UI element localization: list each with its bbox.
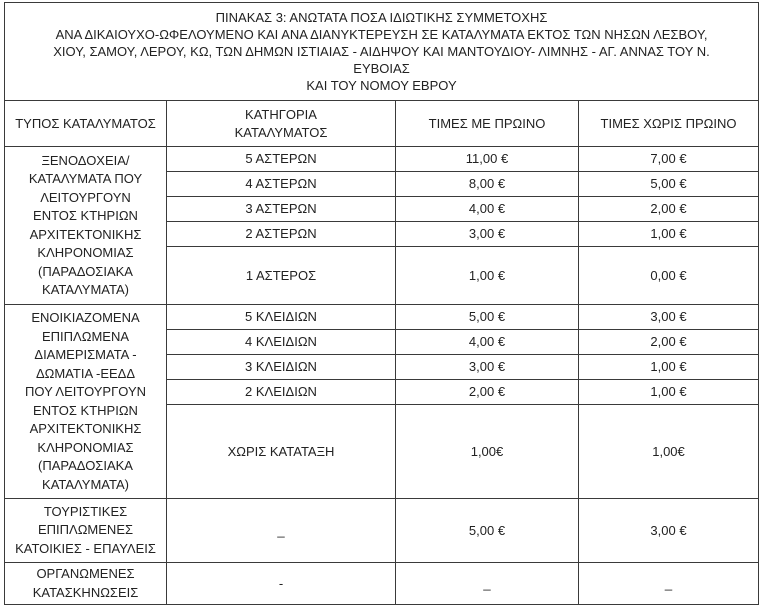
type-line: ΟΡΓΑΝΩΜΕΝΕΣ [36,566,135,581]
price-with-cell: 4,00 € [396,197,579,222]
price-with-cell: _ [396,563,579,605]
header-row [5,101,759,147]
type-line: ΛΕΙΤΟΥΡΓΟΥΝ [40,189,131,205]
price-with-cell: 1,00 € [396,247,579,305]
type-line: ΕΝΟΙΚΙΑΖΟΜΕΝΑ [31,310,140,325]
price-without-cell: 3,00 € [579,499,759,563]
title-line-1: ΠΙΝΑΚΑΣ 3: ΑΝΩΤΑΤΑ ΠΟΣΑ ΙΔΙΩΤΙΚΗΣ ΣΥΜΜΕΤΟΧΗΣ [215,10,548,25]
table-row [5,147,759,172]
price-without-cell: 1,00 € [579,222,759,247]
category-cell: 4 ΑΣΤΕΡΩΝ [167,172,396,197]
price-without-cell: 1,00 € [579,355,759,380]
title-line-3: ΧΙΟΥ, ΣΑΜΟΥ, ΛΕΡΟΥ, ΚΩ, ΤΩΝ ΔΗΜΩΝ ΙΣΤΙΑΙΑΣ - ΑΙΔΗΨΟΥ ΚΑΙ ΜΑΝΤΟΥΔΙΟΥ- ΛΙΜΝΗΣ - ΑΓ. ΑΝΝΑΣ ΤΟΥ Ν. [53,44,710,59]
table-title-row [5,3,759,101]
type-camping [5,563,167,605]
type-line: ΚΛΗΡΟΝΟΜΙΑΣ [37,245,134,260]
type-line: (ΠΑΡΑΔΟΣΙΑΚΑ [38,263,133,279]
price-with-cell: 2,00 € [396,380,579,405]
table-row [5,499,759,563]
category-cell: 2 ΑΣΤΕΡΩΝ [167,222,396,247]
category-cell: 3 ΑΣΤΕΡΩΝ [167,197,396,222]
category-cell: 1 ΑΣΤΕΡΟΣ [167,247,396,305]
type-rooms [5,305,167,499]
price-without-cell: _ [579,563,759,605]
title-line-5: ΚΑΙ ΤΟΥ ΝΟΜΟΥ ΕΒΡΟΥ [306,78,457,93]
price-without-cell: 7,00 € [579,147,759,172]
price-with-cell: 3,00 € [396,355,579,380]
type-line: ΚΑΤΟΙΚΙΕΣ - ΕΠΑΥΛΕΙΣ [15,540,156,556]
price-without-cell: 2,00 € [579,330,759,355]
type-hotels [5,147,167,305]
type-line: ΚΛΗΡΟΝΟΜΙΑΣ [37,439,134,455]
price-with-cell: 5,00 € [396,499,579,563]
category-cell: 5 ΚΛΕΙΔΙΩΝ [167,305,396,330]
type-line: (ΠΑΡΑΔΟΣΙΑΚΑ [38,458,133,473]
price-without-cell: 2,00 € [579,197,759,222]
category-cell: 4 ΚΛΕΙΔΙΩΝ [167,330,396,355]
type-line: ΔΩΜΑΤΙΑ -ΕΕΔΔ [35,365,136,381]
type-line: ΑΡΧΙΤΕΚΤΟΝΙΚΗΣ [29,421,142,436]
category-cell: 2 ΚΛΕΙΔΙΩΝ [167,380,396,405]
type-line: ΚΑΤΑΣΚΗΝΩΣΕΙΣ [32,584,139,600]
type-line: ΑΡΧΙΤΕΚΤΟΝΙΚΗΣ [29,226,142,242]
price-with-cell: 1,00€ [396,405,579,499]
price-with-cell: 11,00 € [396,147,579,172]
price-without-cell: 0,00 € [579,247,759,305]
header-type: ΤΥΠΟΣ ΚΑΤΑΛΥΜΑΤΟΣ [5,101,167,147]
type-line: ΕΠΙΠΛΩΜΕΝΕΣ [37,522,134,538]
type-line: ΚΑΤΑΛΥΜΑΤΑ ΠΟΥ [28,171,143,186]
title-line-2: ΑΝΑ ΔΙΚΑΙΟΥΧΟ-ΩΦΕΛΟΥΜΕΝΟ ΚΑΙ ΑΝΑ ΔΙΑΝΥΚΤΕΡΕΥΣΗ ΣΕ ΚΑΤΑΛΥΜΑΤΑ ΕΚΤΟΣ ΤΩΝ ΝΗΣΩΝ ΛΕΣΒΟΥ, [55,27,708,42]
type-line: ΕΠΙΠΛΩΜΕΝΑ [41,328,130,344]
category-cell: 3 ΚΛΕΙΔΙΩΝ [167,355,396,380]
header-without-breakfast: ΤΙΜΕΣ ΧΩΡΙΣ ΠΡΩΙΝΟ [579,101,759,147]
table-row [5,563,759,605]
table-title [5,3,759,101]
price-without-cell: 1,00 € [579,380,759,405]
price-with-cell: 5,00 € [396,305,579,330]
header-category [167,101,396,147]
category-cell: 5 ΑΣΤΕΡΩΝ [167,147,396,172]
price-with-cell: 8,00 € [396,172,579,197]
type-tourist-villas [5,499,167,563]
table-row [5,305,759,330]
category-cell: - [167,563,396,605]
price-table [4,2,759,605]
price-with-cell: 3,00 € [396,222,579,247]
price-without-cell: 5,00 € [579,172,759,197]
type-line: ΠΟΥ ΛΕΙΤΟΥΡΓΟΥΝ [24,384,147,399]
price-without-cell: 3,00 € [579,305,759,330]
price-with-cell: 4,00 € [396,330,579,355]
type-line: ΕΝΤΟΣ ΚΤΗΡΙΩΝ [33,402,138,418]
header-with-breakfast: ΤΙΜΕΣ ΜΕ ΠΡΩΙΝΟ [396,101,579,147]
type-line: ΞΕΝΟΔΟΧΕΙΑ/ [41,152,130,168]
category-cell: _ [167,499,396,563]
type-line: ΚΑΤΑΛΥΜΑΤΑ) [42,476,129,492]
type-line: ΔΙΑΜΕΡΙΣΜΑΤΑ - [34,347,137,362]
category-cell: ΧΩΡΙΣ ΚΑΤΑΤΑΞΗ [167,405,396,499]
header-category-line-2: ΚΑΤΑΛΥΜΑΤΟΣ [234,124,328,140]
type-line: ΚΑΤΑΛΥΜΑΤΑ) [42,282,129,297]
header-category-line-1: ΚΑΤΗΓΟΡΙΑ [245,106,317,122]
type-line: ΕΝΤΟΣ ΚΤΗΡΙΩΝ [33,208,138,223]
type-line: ΤΟΥΡΙΣΤΙΚΕΣ [43,503,128,519]
price-without-cell: 1,00€ [579,405,759,499]
title-line-4: ΕΥΒΟΙΑΣ [353,61,410,76]
